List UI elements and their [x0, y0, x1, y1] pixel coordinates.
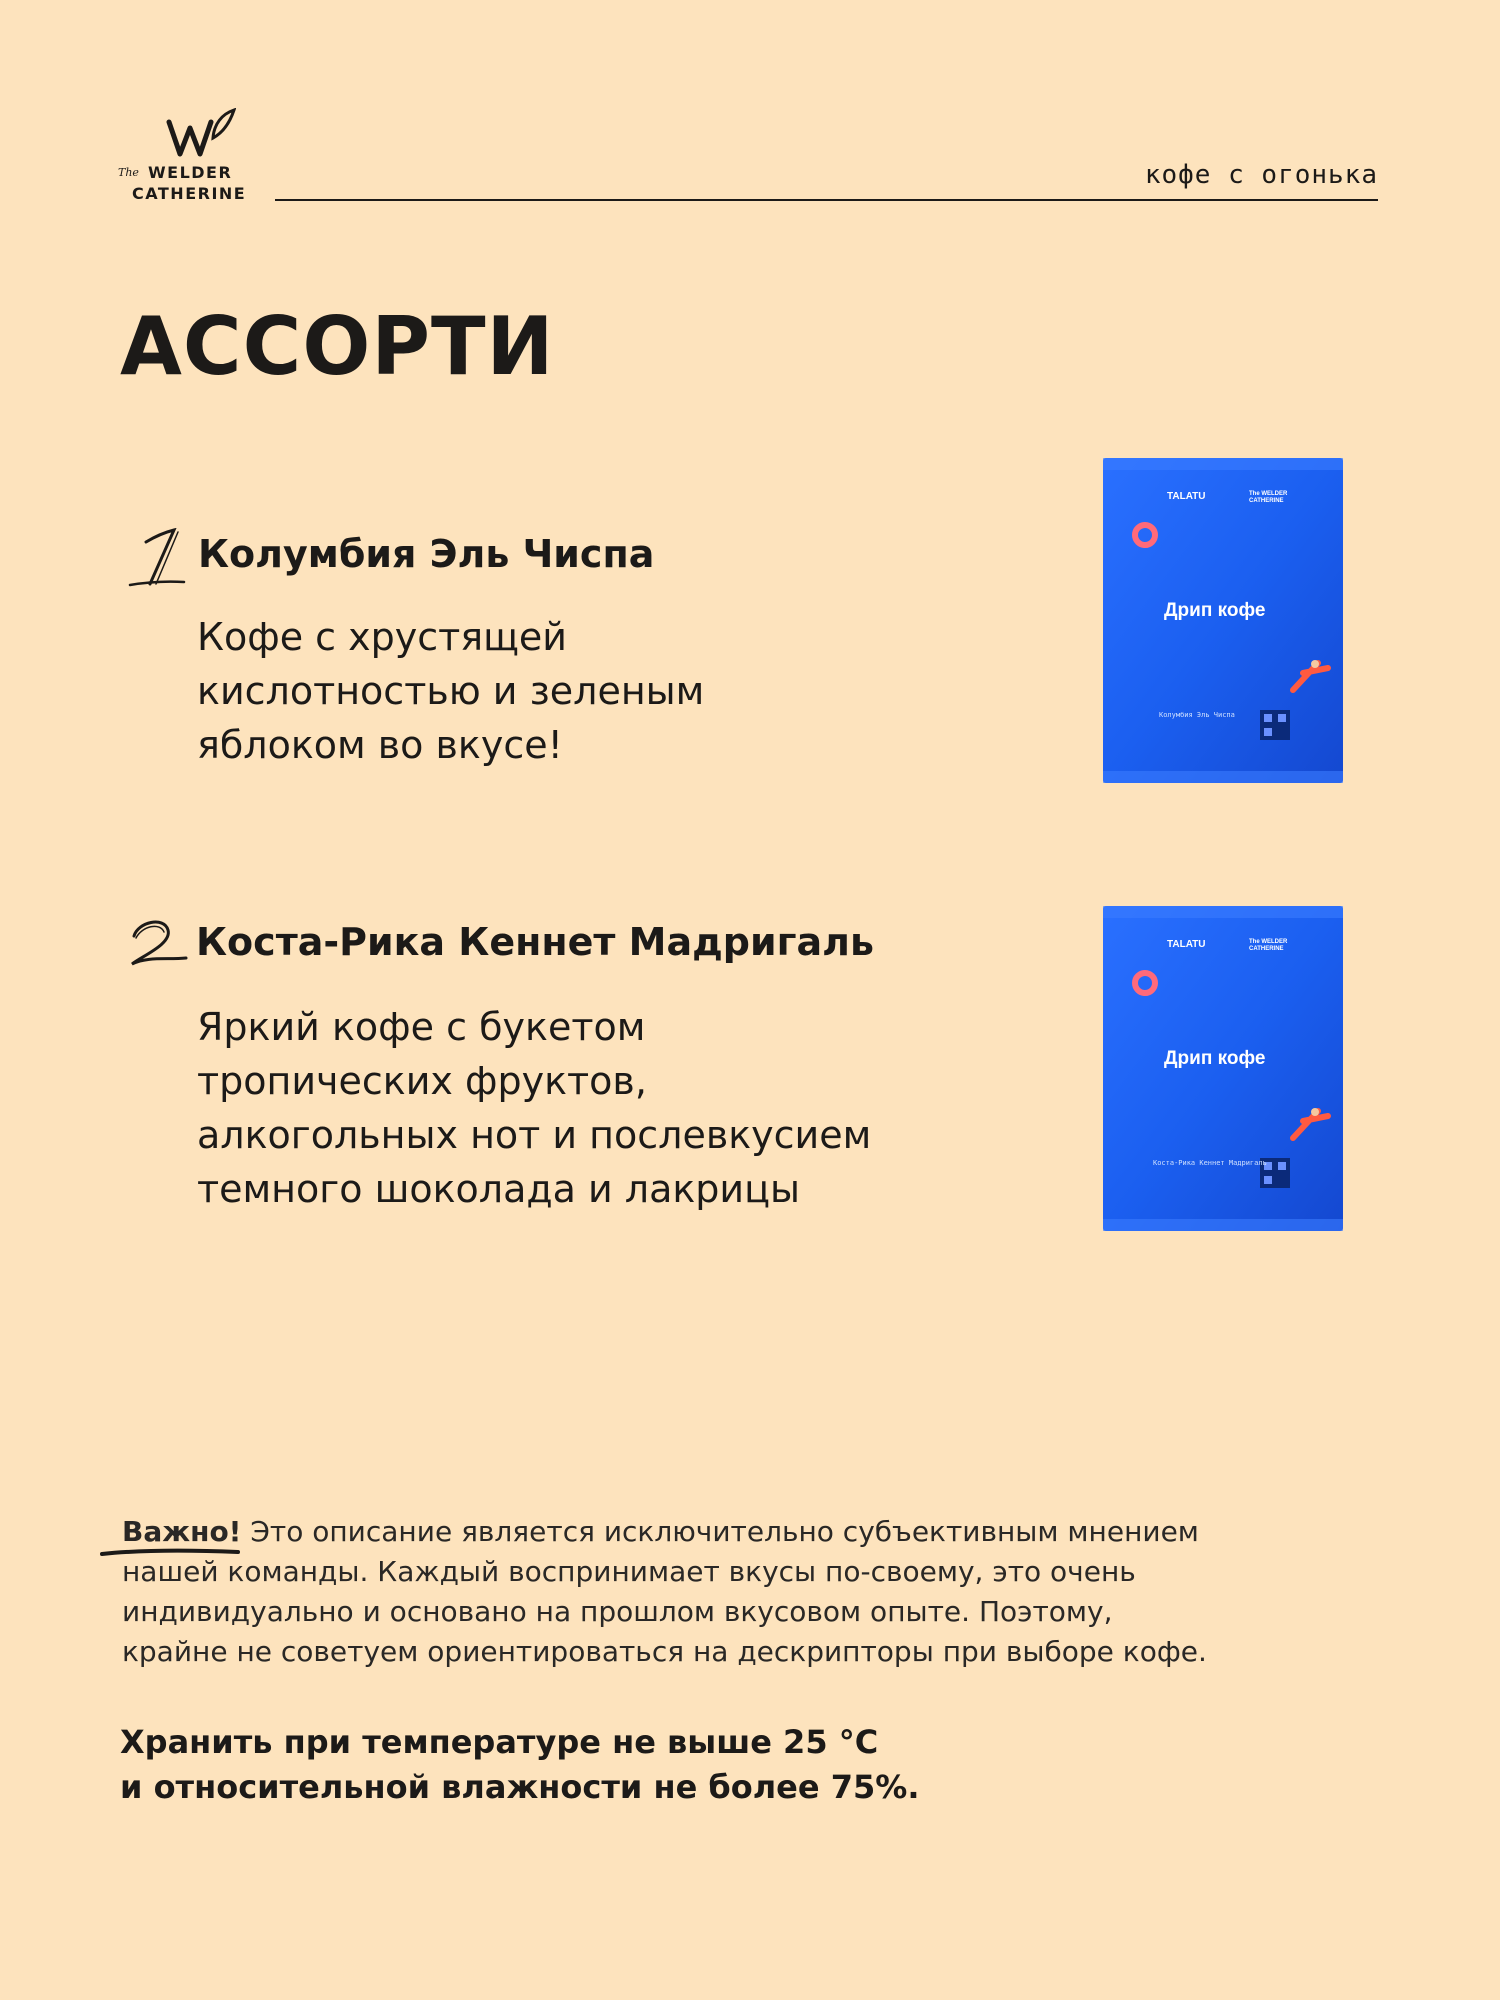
logo-the: The	[118, 166, 139, 179]
header-divider	[275, 199, 1378, 201]
sachet-brand-left: TALATU	[1167, 491, 1206, 502]
note-lead: Важно!	[122, 1515, 242, 1548]
storage-conditions: Хранить при температуре не выше 25 °С и относительной влажности не более 75%.	[120, 1723, 920, 1806]
sachet-brand-right: The WELDER CATHERINE	[1249, 491, 1288, 504]
underline-stroke-icon	[100, 1546, 240, 1560]
welder-w-icon	[166, 108, 236, 163]
brand-logo	[118, 108, 268, 208]
sachet-image-1	[1103, 458, 1343, 783]
sachet-coffee-name: Коста-Рика Кеннет Мадригаль	[1153, 1159, 1267, 1167]
item-name-1: Колумбия Эль Чиспа	[198, 532, 655, 576]
item-description-2: Яркий кофе с букетом тропических фруктов, алкогольных нот и послевкусием темного шоколада и лакрицы	[197, 1005, 872, 1211]
logo-welder: WELDER	[148, 163, 233, 182]
sachet-brand-left: TALATU	[1167, 939, 1206, 950]
item-name-2: Коста-Рика Кеннет Мадригаль	[196, 920, 874, 964]
tagline: кофе с огонька	[1144, 160, 1378, 190]
handwritten-two-icon	[128, 918, 190, 968]
sachet-coffee-name: Колумбия Эль Чиспа	[1159, 711, 1235, 719]
item-number-1	[128, 528, 188, 592]
page-title: АССОРТИ	[120, 300, 555, 393]
sachet-drip-label: Дрип кофе	[1164, 1048, 1266, 1069]
item-number-2	[128, 918, 190, 972]
disclaimer-note: Важно! Это описание является исключительно субъективным мнением нашей команды. Каждый воспринимает вкусы по-своему, это очень индивидуально и основано на прошлом вкусовом опыте. Поэтому, крайне не советуем ориентироваться на дескрипторы при выборе кофе.	[122, 1515, 1207, 1668]
sachet-brand-right: The WELDER CATHERINE	[1249, 939, 1288, 952]
sachet-image-2	[1103, 906, 1343, 1231]
item-description-1: Кофе с хрустящей кислотностью и зеленым яблоком во вкусе!	[197, 615, 705, 767]
handwritten-one-icon	[128, 528, 188, 588]
logo-catherine: CATHERINE	[132, 184, 247, 203]
sachet-drip-label: Дрип кофе	[1164, 600, 1266, 621]
